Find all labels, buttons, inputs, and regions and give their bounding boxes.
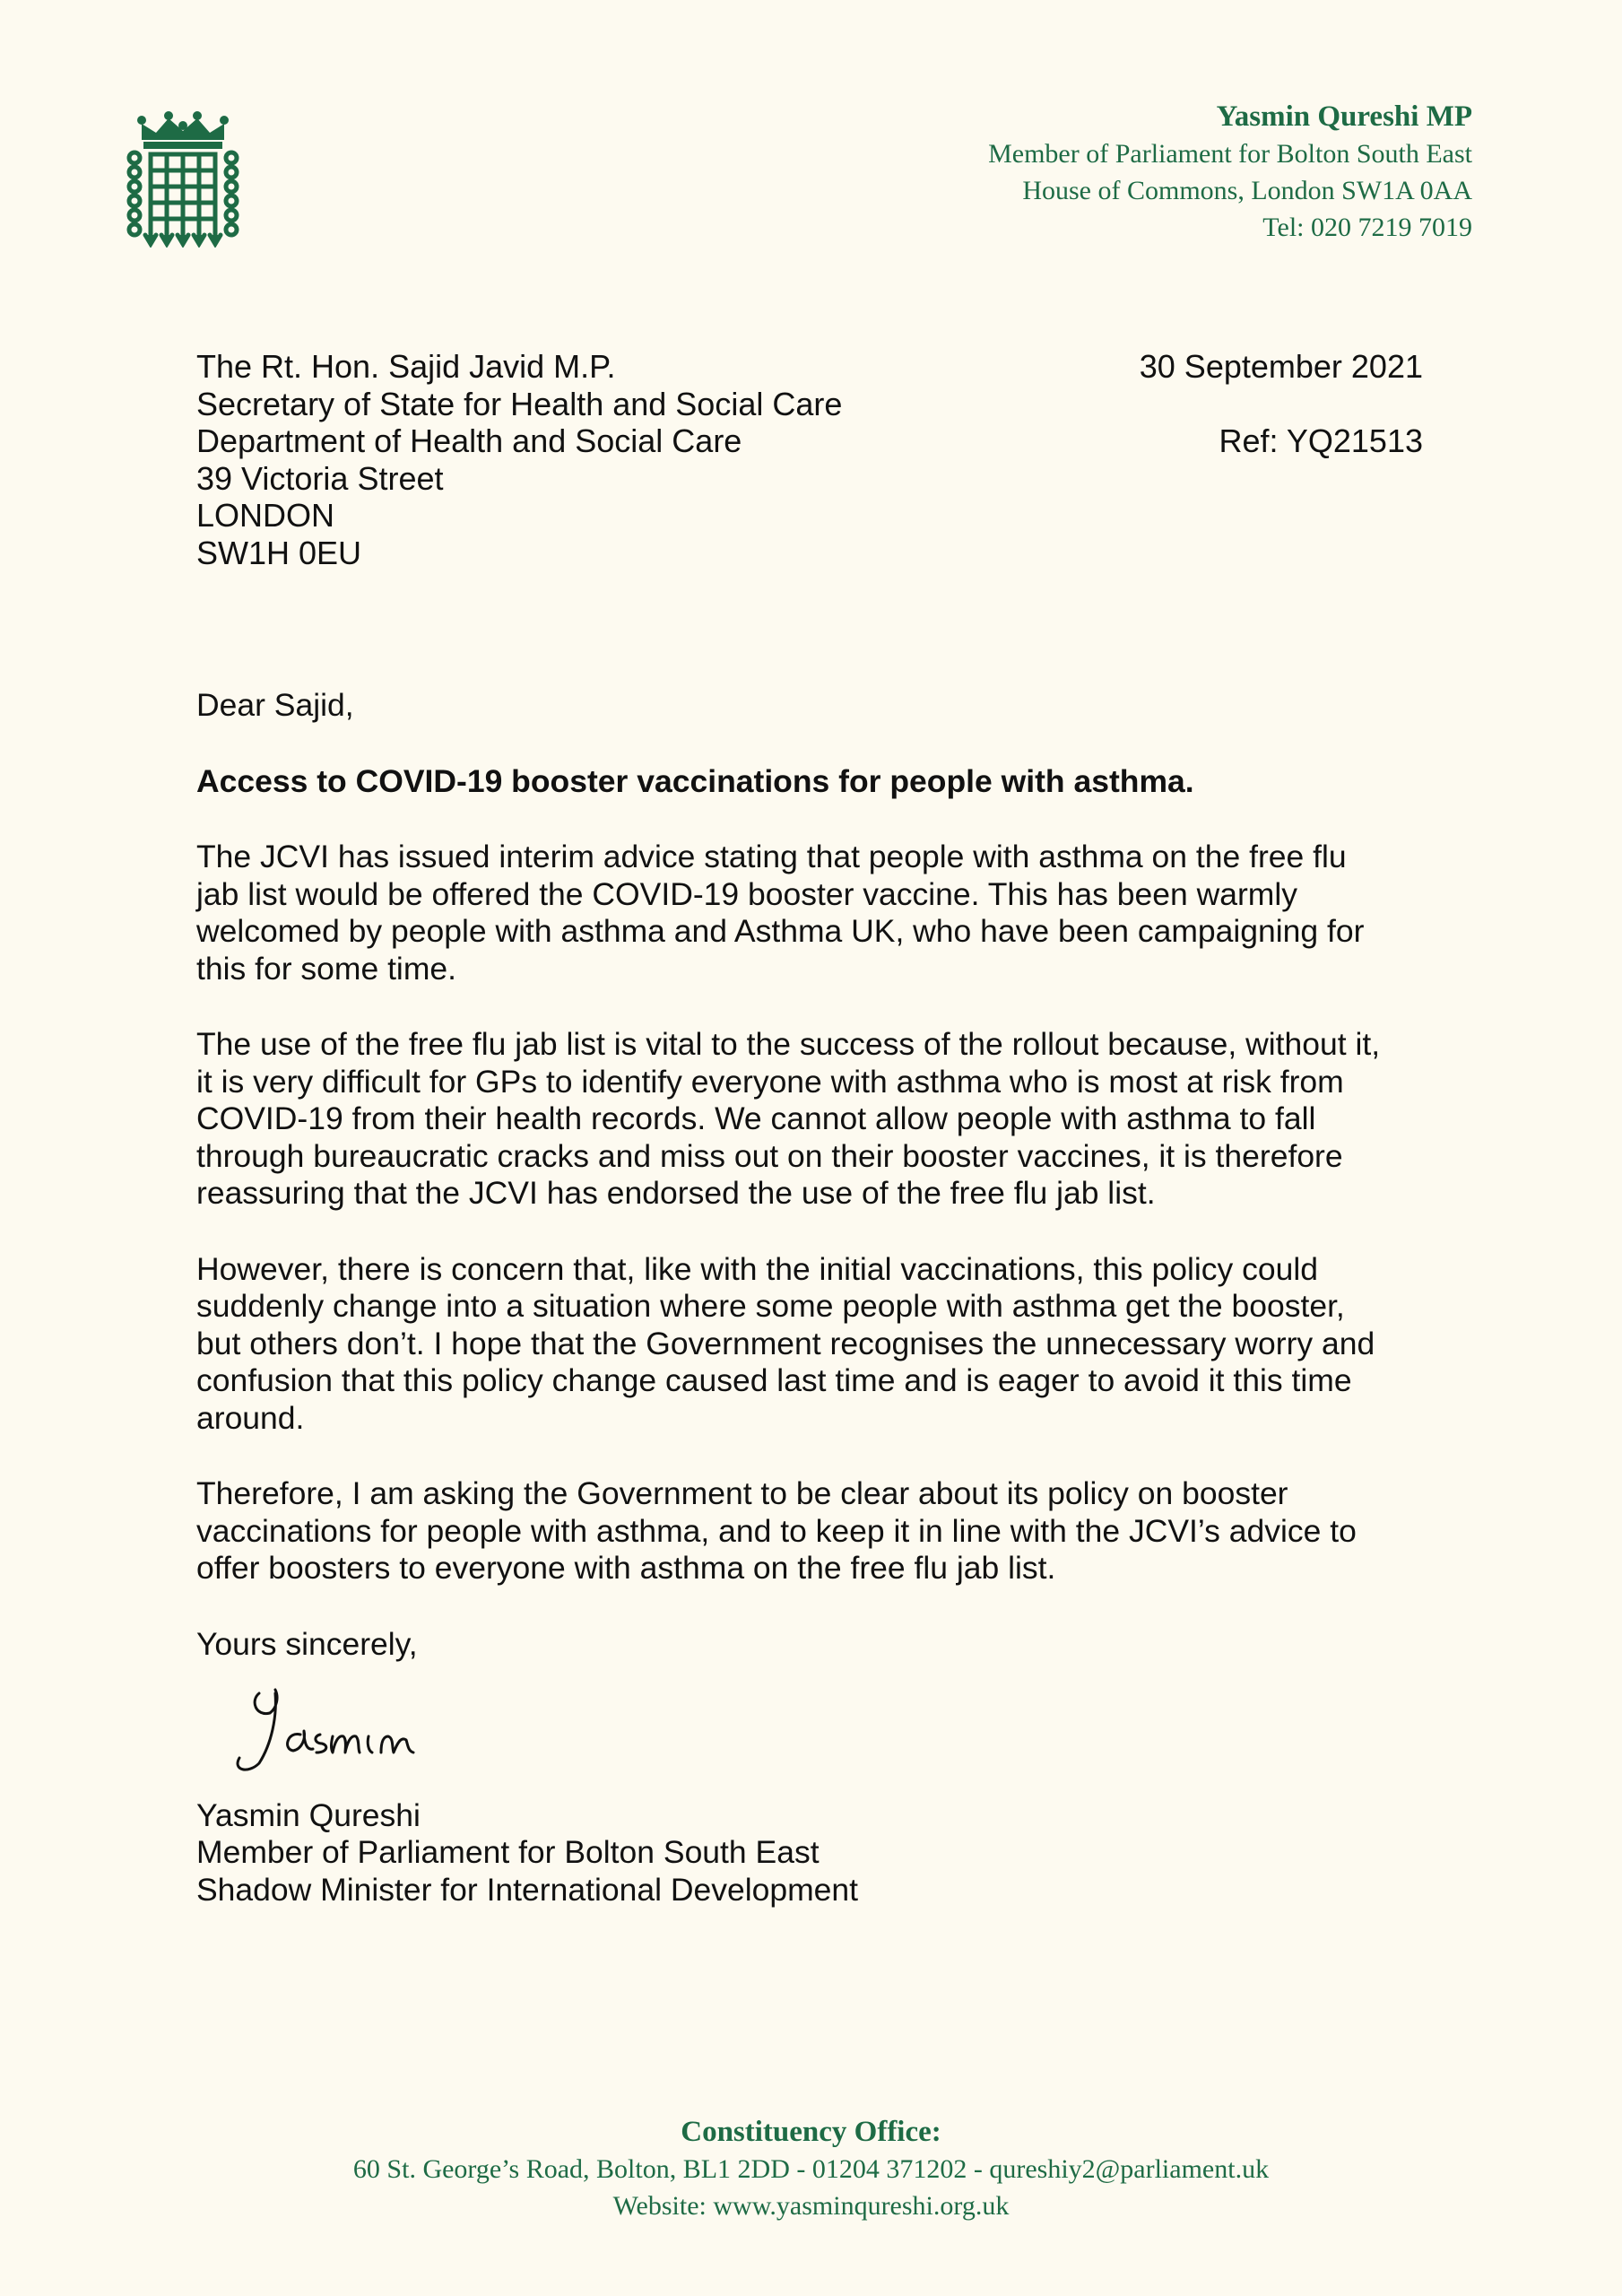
footer-title: Constituency Office:: [681, 2116, 941, 2148]
letter-reference: Ref: YQ21513: [1219, 422, 1423, 459]
letter-meta: [1140, 348, 1423, 460]
footer: [0, 2114, 1622, 2224]
recipient-line: LONDON: [196, 497, 335, 534]
paragraph-line: The JCVI has issued interim advice stating that people with asthma on the free flu: [196, 839, 1347, 874]
paragraph-line: The use of the free flu jab list is vital to the success of the rollout because, without it,: [196, 1026, 1381, 1062]
paragraph-line: it is very difficult for GPs to identify everyone with asthma who is most at risk from: [196, 1063, 1344, 1100]
recipient-line: SW1H 0EU: [196, 534, 362, 571]
mp-role: Member of Parliament for Bolton South East: [988, 139, 1472, 169]
paragraph: [196, 1475, 1434, 1587]
letter-body: [196, 687, 1434, 1909]
paragraph-line: around.: [196, 1399, 305, 1436]
salutation: Dear Sajid,: [196, 687, 354, 723]
paragraph-line: offer boosters to everyone with asthma on the free flu jab list.: [196, 1550, 1056, 1586]
paragraph-line: vaccinations for people with asthma, and to keep it in line with the JCVI’s advice to: [196, 1512, 1357, 1549]
recipient-line: The Rt. Hon. Sajid Javid M.P.: [196, 348, 616, 385]
letterhead: [988, 99, 1472, 246]
recipient-line: Secretary of State for Health and Social Care: [196, 385, 843, 422]
mp-telephone: Tel: 020 7219 7019: [1262, 213, 1472, 242]
paragraph-line: COVID-19 from their health records. We cannot allow people with asthma to fall: [196, 1100, 1316, 1136]
paragraph: [196, 1026, 1434, 1213]
sign-off: [196, 1797, 1434, 1909]
subject-line: Access to COVID-19 booster vaccinations for people with asthma.: [196, 762, 1194, 799]
paragraph: [196, 1251, 1434, 1438]
paragraph-line: welcomed by people with asthma and Asthma UK, who have been campaigning for: [196, 913, 1365, 949]
recipient-address: [196, 348, 842, 571]
paragraph-line: suddenly change into a situation where some people with asthma get the booster,: [196, 1288, 1345, 1324]
paragraph: [196, 839, 1434, 987]
signatory-role: Shadow Minister for International Development: [196, 1871, 858, 1908]
mp-address: House of Commons, London SW1A 0AA: [1022, 176, 1472, 205]
paragraph-line: However, there is concern that, like with the initial vaccinations, this policy could: [196, 1250, 1318, 1287]
mp-name: Yasmin Qureshi MP: [1216, 100, 1472, 133]
paragraph-line: this for some time.: [196, 950, 456, 987]
recipient-line: 39 Victoria Street: [196, 459, 444, 497]
recipient-line: Department of Health and Social Care: [196, 422, 742, 459]
footer-website: Website: www.yasminqureshi.org.uk: [612, 2191, 1010, 2221]
paragraph-line: through bureaucratic cracks and miss out on their booster vaccines, it is therefore: [196, 1137, 1343, 1174]
paragraph-line: confusion that this policy change caused last time and is eager to avoid it this time: [196, 1362, 1352, 1398]
paragraph-line: Therefore, I am asking the Government to be clear about its policy on booster: [196, 1475, 1288, 1511]
paragraph-line: but others don’t. I hope that the Government recognises the unnecessary worry and: [196, 1325, 1375, 1361]
footer-contact: 60 St. George’s Road, Bolton, BL1 2DD - 01204 371202 - qureshiy2@parliament.uk: [352, 2154, 1270, 2184]
signatory-role: Member of Parliament for Bolton South East: [196, 1834, 820, 1870]
closing: Yours sincerely,: [196, 1625, 418, 1662]
handwritten-signature: [223, 1681, 438, 1781]
letter-date: 30 September 2021: [1139, 348, 1423, 385]
portcullis-logo-icon: [124, 111, 242, 248]
paragraph-line: jab list would be offered the COVID-19 booster vaccine. This has been warmly: [196, 875, 1298, 912]
signatory-name: Yasmin Qureshi: [196, 1796, 421, 1833]
paragraph-line: reassuring that the JCVI has endorsed the use of the free flu jab list.: [196, 1175, 1156, 1211]
